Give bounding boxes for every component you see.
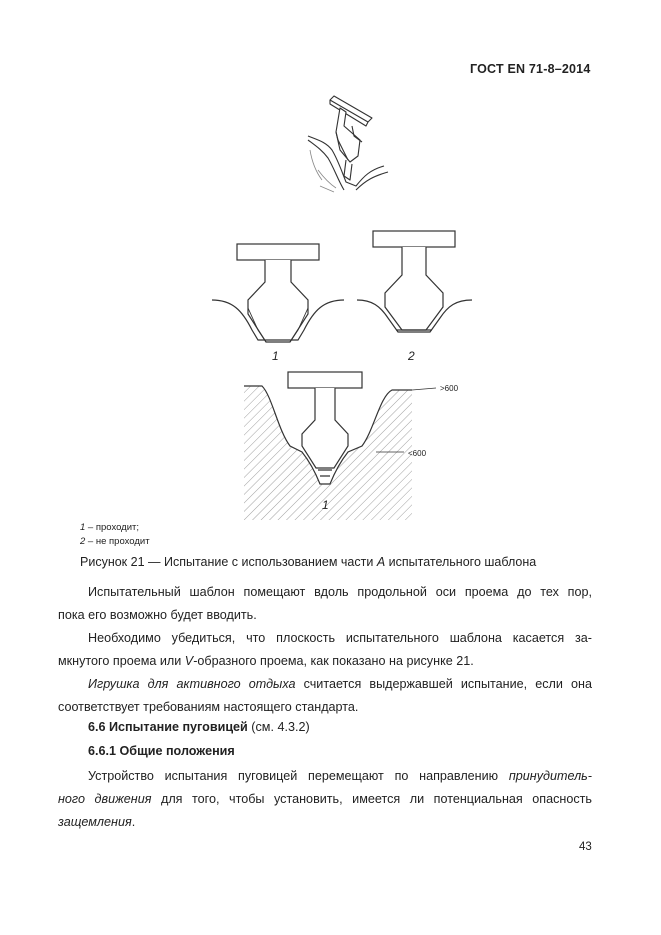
figure-caption bbox=[80, 555, 536, 569]
standard-header: ГОСТ EN 71-8–2014 bbox=[470, 62, 591, 76]
term-italic: Игрушка для активного отдыха bbox=[88, 677, 296, 691]
paragraph-3 bbox=[58, 673, 592, 719]
paragraph-line bbox=[58, 765, 592, 788]
perspective-sketch bbox=[308, 96, 388, 192]
page-number: 43 bbox=[579, 841, 592, 853]
drawing-passes bbox=[212, 244, 344, 342]
term-italic: ного движения bbox=[58, 792, 152, 806]
text: для того, чтобы установить, имеется ли потенциальная опасность bbox=[151, 792, 592, 806]
paragraph-line bbox=[58, 627, 592, 650]
drawing-does-not-pass bbox=[357, 231, 472, 332]
text: Устройство испытания пуговицей перемещают по направлению bbox=[88, 769, 509, 783]
text: мкнутого проема или bbox=[58, 654, 185, 668]
heading-title: 6.6.1 Общие положения bbox=[88, 744, 235, 758]
term-italic: принудитель- bbox=[508, 769, 592, 783]
paragraph-line bbox=[58, 811, 592, 834]
legend-num: 1 bbox=[80, 522, 86, 533]
text: считается выдержавшей испытание, если она bbox=[295, 677, 592, 691]
legend-item-2 bbox=[80, 536, 150, 547]
paragraph-1 bbox=[58, 581, 592, 627]
dim-upper: >600 bbox=[440, 384, 459, 393]
heading-ref: (см. 4.3.2) bbox=[247, 720, 310, 734]
paragraph-4 bbox=[58, 765, 592, 834]
paragraph-line bbox=[58, 673, 592, 696]
caption-part: A bbox=[376, 555, 386, 569]
figure-label-a: 1 bbox=[272, 349, 279, 363]
caption-suffix: испытательного шаблона bbox=[385, 555, 537, 569]
text: . bbox=[131, 815, 136, 829]
text: Необходимо убедиться, что плоскость испытательного шаблона касается за- bbox=[88, 631, 592, 645]
term-italic: защемления bbox=[58, 815, 132, 829]
legend-text: – проходит; bbox=[85, 522, 140, 533]
section-heading-6-6 bbox=[88, 720, 310, 734]
section-heading-6-6-1 bbox=[88, 744, 235, 758]
figure-label-b: 2 bbox=[408, 349, 415, 363]
text-italic: V bbox=[184, 654, 194, 668]
heading-title: 6.6 Испытание пуговицей bbox=[88, 720, 248, 734]
paragraph-2 bbox=[58, 627, 592, 673]
legend-num: 2 bbox=[80, 536, 86, 547]
legend-text: – не проходит bbox=[85, 536, 150, 547]
text: Испытательный шаблон помещают вдоль продольной оси проема до тех пор, bbox=[88, 585, 592, 599]
caption-prefix: Рисунок 21 — Испытание с использованием части bbox=[80, 555, 377, 569]
paragraph-line bbox=[58, 581, 592, 604]
paragraph-line: пока его возможно будет вводить. bbox=[58, 608, 257, 622]
dim-lower: <600 bbox=[408, 449, 427, 458]
text: -образного проема, как показано на рисунке 21. bbox=[193, 654, 474, 668]
drawing-closed-opening bbox=[244, 372, 436, 520]
figure-label-c: 1 bbox=[322, 498, 329, 512]
paragraph-line bbox=[58, 788, 592, 811]
paragraph-line bbox=[58, 650, 592, 673]
paragraph-line: соответствует требованиям настоящего стандарта. bbox=[58, 700, 359, 714]
legend-item-1 bbox=[80, 522, 139, 533]
